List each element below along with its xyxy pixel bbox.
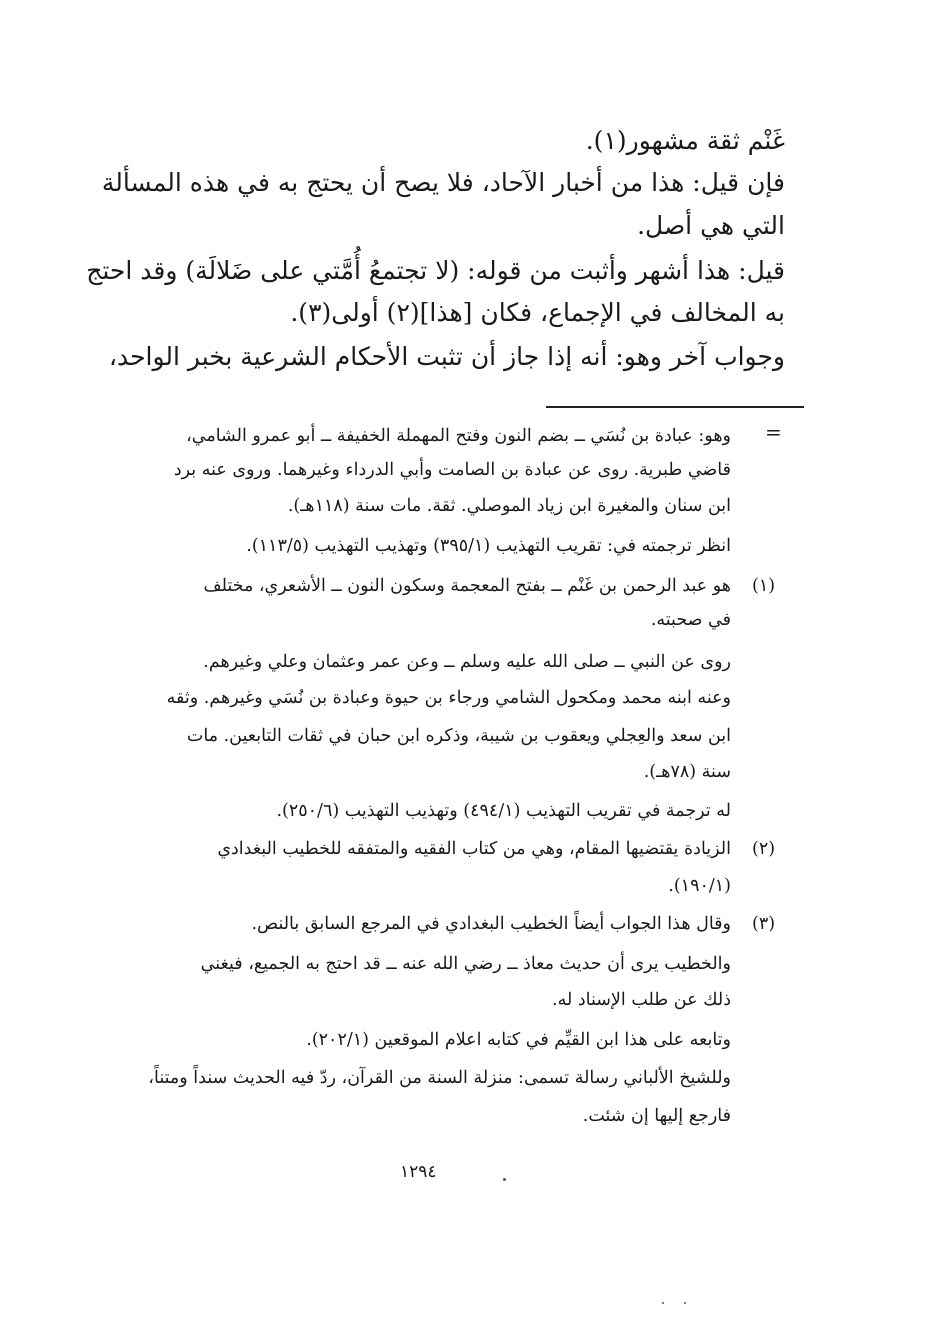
footnote-line: وللشيخ الألباني رسالة تسمى: منزلة السنة من القرآن، ردّ فيه الحديث سنداً ومتناً،: [148, 1068, 731, 1088]
footnote-line: ابن سعد والعِجلي ويعقوب بن شيبة، وذكره ابن حبان في ثقات التابعين. مات: [186, 726, 731, 746]
main-text-line: به المخالف في الإجماع، فكان [هذا](٢) أولى(٣).: [290, 298, 785, 327]
footnote-line: سنة (٧٨هـ).: [643, 762, 731, 782]
footnote-line: له ترجمة في تقريب التهذيب (٤٩٤/١) وتهذيب التهذيب (٢٥٠/٦).: [276, 801, 731, 821]
footnote-line: وتابعه على هذا ابن القيِّم في كتابه اعلام الموقعين (٢٠٢/١).: [306, 1030, 731, 1050]
footnote-separator: [546, 406, 804, 408]
main-text-line: غَنْم ثقة مشهور(١).: [585, 126, 785, 155]
footnote-line: وهو: عبادة بن نُسَي ــ بضم النون وفتح المهملة الخفيفة ــ أبو عمرو الشامي،: [186, 426, 731, 446]
footnote-number: (٢): [752, 839, 776, 859]
footnote-line: في صحبته.: [650, 610, 731, 630]
footnote-line: فارجع إليها إن شئت.: [582, 1106, 731, 1126]
footnote-line: هو عبد الرحمن بن غَنْم ــ بفتح المعجمة وسكون النون ــ الأشعري، مختلف: [203, 576, 731, 596]
page-number: ١٢٩٤: [400, 1162, 437, 1182]
footnote-line: قاضي طبرية. روى عن عبادة بن الصامت وأبي الدرداء وغيرهما. وروى عنه برد: [173, 460, 731, 480]
footnote-line: وعنه ابنه محمد ومكحول الشامي ورجاء بن حيوة وعبادة بن نُسَي وغيرهم. وثقه: [166, 688, 731, 708]
main-text-line: قيل: هذا أشهر وأثبت من قوله: (لا تجتمعُ أُمَّتي على ضَلالَة) وقد احتج: [86, 256, 785, 285]
footnote-line: روى عن النبي ــ صلى الله عليه وسلم ــ وعن عمر وعثمان وعلي وغيرهم.: [203, 652, 731, 672]
footnote-line: ذلك عن طلب الإسناد له.: [552, 990, 731, 1010]
main-text-line: فإن قيل: هذا من أخبار الآحاد، فلا يصح أن يحتج به في هذه المسألة: [101, 168, 785, 197]
scan-speck: [662, 1302, 664, 1304]
scan-speck: [684, 1302, 686, 1304]
continuation-marker: =: [765, 420, 782, 444]
main-text-line: التي هي أصل.: [637, 211, 785, 240]
footnote-line: (١٩٠/١).: [668, 876, 731, 896]
footnote-line: انظر ترجمته في: تقريب التهذيب (٣٩٥/١) وتهذيب التهذيب (١١٣/٥).: [246, 536, 731, 556]
footnote-line: وقال هذا الجواب أيضاً الخطيب البغدادي في المرجع السابق بالنص.: [251, 914, 731, 934]
footnote-number: (٣): [752, 914, 776, 934]
footnote-line: ابن سنان والمغيرة ابن زياد الموصلي. ثقة. مات سنة (١١٨هـ).: [287, 496, 731, 516]
footnote-line: والخطيب يرى أن حديث معاذ ــ رضي الله عنه ــ قد احتج به الجميع، فيغني: [200, 954, 731, 974]
footnote-line: الزيادة يقتضيها المقام، وهي من كتاب الفقيه والمتفقه للخطيب البغدادي: [217, 839, 731, 859]
scan-speck: [503, 1178, 506, 1181]
main-text-line: وجواب آخر وهو: أنه إذا جاز أن تثبت الأحكام الشرعية بخبر الواحد،: [108, 342, 785, 371]
footnote-number: (١): [752, 576, 776, 596]
